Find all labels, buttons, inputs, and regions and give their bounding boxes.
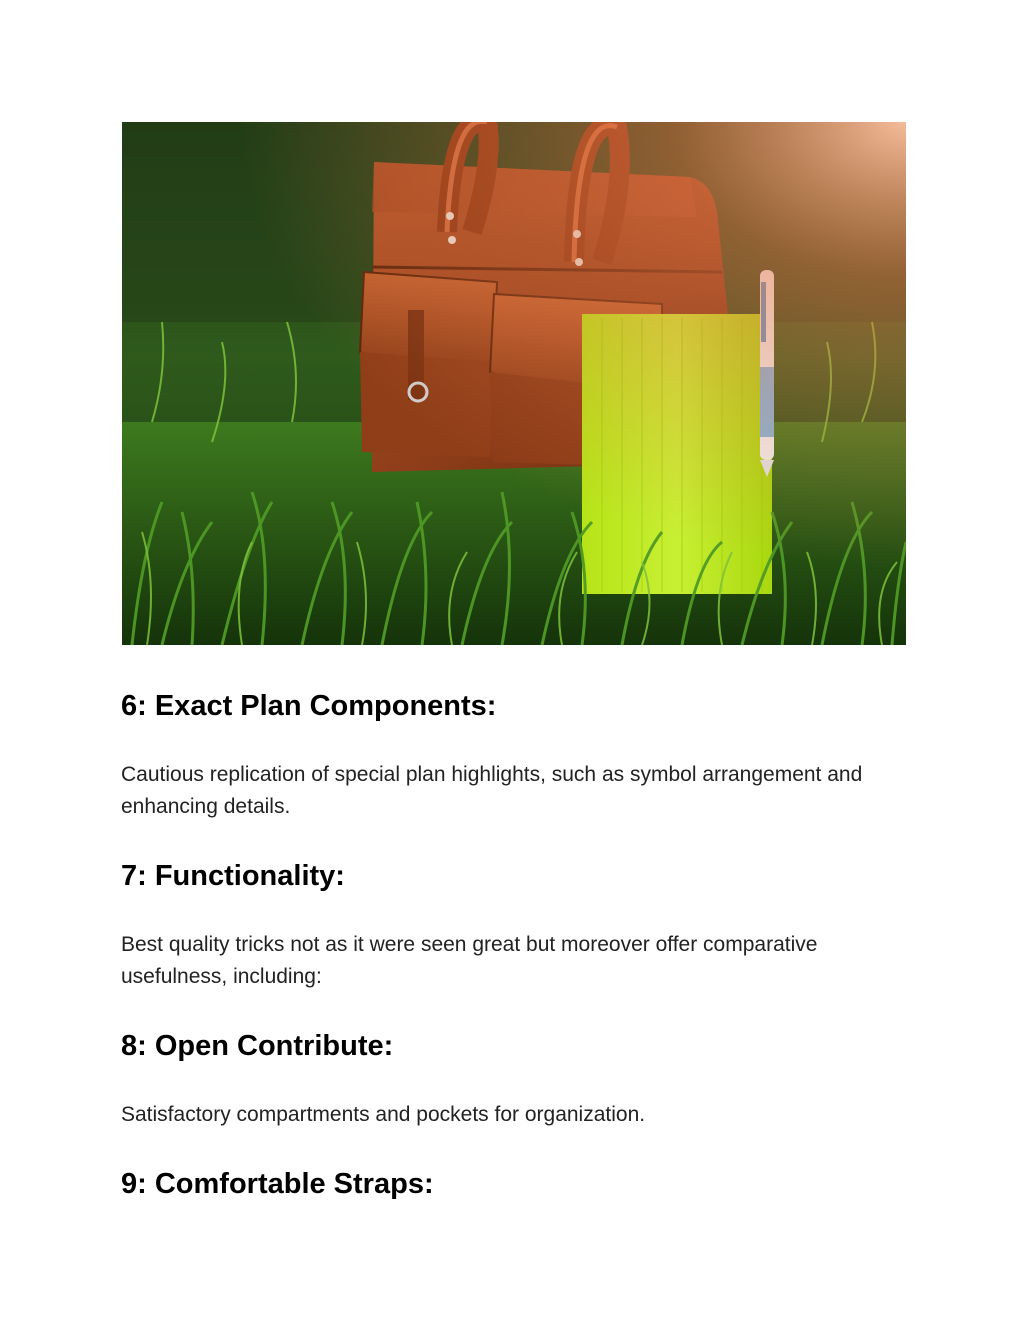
section-paragraph: Satisfactory compartments and pockets for organization. bbox=[121, 1103, 646, 1126]
section-paragraph: Cautious replication of special plan highlights, such as symbol arrangement and enhancing details. bbox=[121, 763, 863, 818]
section-heading: 6: Exact Plan Components: bbox=[121, 690, 497, 722]
section-heading: 9: Comfortable Straps: bbox=[121, 1168, 434, 1200]
section-9 bbox=[121, 1167, 911, 1201]
section-heading: 7: Functionality: bbox=[121, 860, 345, 892]
section-8-body bbox=[121, 1099, 911, 1131]
section-7 bbox=[121, 859, 911, 893]
section-6-body bbox=[121, 759, 911, 823]
section-6 bbox=[121, 689, 911, 723]
section-8 bbox=[121, 1029, 911, 1063]
section-7-body bbox=[121, 929, 911, 993]
briefcase-notebook-photo bbox=[122, 122, 906, 645]
section-paragraph: Best quality tricks not as it were seen great but moreover offer comparative usefulness, including: bbox=[121, 933, 818, 988]
section-heading: 8: Open Contribute: bbox=[121, 1030, 394, 1062]
